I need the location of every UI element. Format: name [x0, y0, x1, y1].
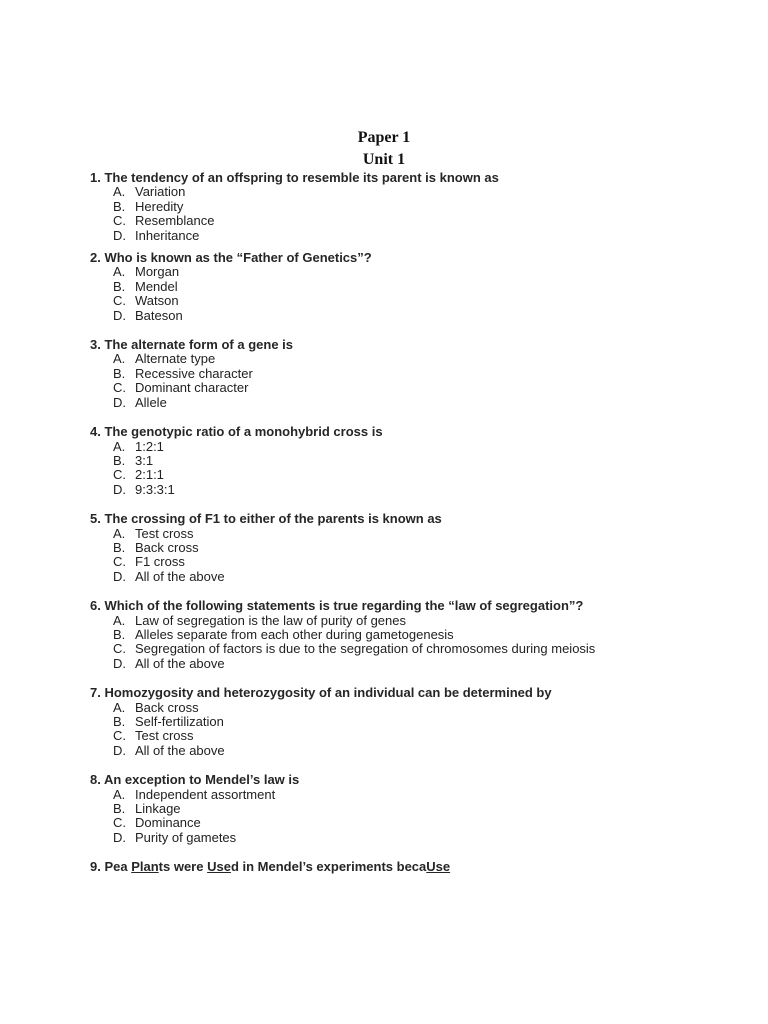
option-text: Variation	[135, 184, 186, 200]
option-text: Recessive character	[135, 365, 253, 381]
option-b	[90, 628, 730, 642]
option-text: Dominant character	[135, 380, 249, 396]
option-c	[90, 729, 730, 743]
question-prompt: 1. The tendency of an offspring to resemble its parent is known as	[90, 170, 499, 185]
question-4	[90, 425, 730, 497]
option-c	[90, 294, 730, 308]
option-text: Heredity	[135, 198, 184, 214]
option-a	[90, 440, 730, 454]
option-text: Test cross	[135, 525, 194, 541]
option-text: Allele	[135, 394, 167, 410]
option-b	[90, 454, 730, 468]
option-text: Self-fertilization	[135, 714, 224, 729]
option-d	[90, 483, 730, 497]
option-b	[90, 715, 730, 729]
option-b	[90, 280, 730, 294]
option-text: Watson	[135, 293, 179, 309]
option-a	[90, 527, 730, 541]
option-letter: A.	[113, 438, 126, 454]
option-a	[90, 265, 730, 279]
option-d	[90, 309, 730, 323]
option-c	[90, 642, 730, 656]
option-text: Bateson	[135, 307, 183, 323]
option-letter: B.	[113, 452, 126, 468]
option-text: Alleles separate from each other during gametogenesis	[135, 626, 454, 642]
option-b	[90, 200, 730, 214]
option-d	[90, 570, 730, 584]
option-text: Morgan	[135, 264, 180, 280]
question-7	[90, 686, 730, 758]
option-letter: B.	[113, 539, 126, 555]
option-letter: A.	[113, 612, 126, 628]
option-letter: B.	[113, 198, 126, 214]
question-9	[90, 860, 730, 874]
question-prompt: 4. The genotypic ratio of a monohybrid cross is	[90, 424, 383, 440]
question-1	[90, 171, 730, 243]
option-letter: B.	[113, 714, 126, 729]
option-letter: D.	[113, 227, 126, 243]
option-letter: A.	[113, 699, 126, 715]
option-letter: C.	[113, 554, 126, 570]
option-c	[90, 816, 730, 830]
option-text: Linkage	[135, 801, 181, 817]
option-text: 2:1:1	[135, 467, 164, 483]
option-text: 9:3:3:1	[135, 481, 175, 497]
option-a	[90, 788, 730, 802]
option-d	[90, 831, 730, 845]
option-letter: C.	[113, 728, 126, 744]
option-letter: A.	[113, 786, 126, 802]
option-c	[90, 214, 730, 228]
option-text: Mendel	[135, 278, 178, 294]
option-a	[90, 614, 730, 628]
question-prompt: 2. Who is known as the “Father of Genetics”?	[90, 250, 372, 266]
question-prompt: 5. The crossing of F1 to either of the parents is known as	[90, 511, 442, 527]
question-8	[90, 773, 730, 845]
option-d	[90, 744, 730, 758]
underlined-text-segment: Plan	[131, 859, 159, 875]
option-letter: D.	[113, 307, 126, 323]
option-c	[90, 468, 730, 482]
question-prompt: 7. Homozygosity and heterozygosity of an individual can be determined by	[90, 685, 552, 701]
option-a	[90, 701, 730, 715]
option-text: Back cross	[135, 539, 199, 555]
option-letter: D.	[113, 481, 126, 497]
question-2	[90, 251, 730, 323]
option-text: Alternate type	[135, 351, 216, 367]
option-text: All of the above	[135, 742, 225, 758]
option-letter: B.	[113, 626, 126, 642]
question-text-segment: 9. Pea	[90, 859, 132, 875]
option-letter: A.	[113, 351, 126, 367]
question-6	[90, 599, 730, 671]
option-letter: D.	[113, 568, 126, 584]
option-b	[90, 802, 730, 816]
option-a	[90, 352, 730, 366]
option-text: Inheritance	[135, 227, 200, 243]
option-d	[90, 657, 730, 671]
option-text: Purity of gametes	[135, 829, 237, 845]
option-c	[90, 381, 730, 395]
question-prompt: 6. Which of the following statements is true regarding the “law of segregation”?	[90, 598, 584, 614]
option-text: All of the above	[135, 655, 225, 671]
option-text: All of the above	[135, 568, 225, 584]
option-text: Law of segregation is the law of purity of genes	[135, 612, 406, 628]
option-a	[90, 185, 730, 199]
question-prompt: 8. An exception to Mendel’s law is	[90, 772, 300, 788]
option-text: Segregation of factors is due to the segregation of chromosomes during meiosis	[135, 641, 596, 657]
option-d	[90, 229, 730, 243]
option-c	[90, 555, 730, 569]
option-letter: A.	[113, 184, 126, 200]
question-text-segment: d in Mendel’s experiments beca	[230, 859, 427, 875]
option-d	[90, 396, 730, 410]
option-letter: C.	[113, 380, 126, 396]
option-letter: C.	[113, 467, 126, 483]
question-3	[90, 338, 730, 410]
option-text: Test cross	[135, 728, 194, 744]
option-letter: A.	[113, 264, 126, 280]
option-letter: D.	[113, 829, 126, 845]
option-letter: C.	[113, 815, 126, 831]
option-letter: B.	[113, 801, 126, 817]
question-prompt: 3. The alternate form of a gene is	[90, 337, 293, 353]
option-text: Dominance	[135, 815, 201, 831]
option-letter: B.	[113, 365, 126, 381]
option-letter: B.	[113, 278, 126, 294]
question-5	[90, 512, 730, 584]
option-letter: D.	[113, 742, 126, 758]
underlined-text-segment: Use	[207, 859, 231, 875]
option-letter: C.	[113, 213, 126, 229]
option-letter: C.	[113, 293, 126, 309]
option-text: Back cross	[135, 699, 199, 715]
option-text: F1 cross	[135, 554, 185, 570]
option-text: 1:2:1	[135, 438, 164, 454]
option-text: Resemblance	[135, 213, 215, 229]
option-letter: D.	[113, 394, 126, 410]
option-text: Independent assortment	[135, 786, 276, 802]
unit-title: Unit 1	[362, 151, 406, 168]
option-b	[90, 541, 730, 555]
question-prompt	[90, 860, 730, 874]
question-list	[90, 171, 730, 875]
option-letter: D.	[113, 655, 126, 671]
option-text: 3:1	[135, 452, 154, 468]
underlined-text-segment: Use	[426, 859, 451, 875]
option-b	[90, 367, 730, 381]
option-letter: A.	[113, 525, 126, 541]
option-letter: C.	[113, 641, 126, 657]
question-text-segment: ts were	[158, 859, 208, 875]
paper-title: Paper 1	[357, 129, 411, 146]
